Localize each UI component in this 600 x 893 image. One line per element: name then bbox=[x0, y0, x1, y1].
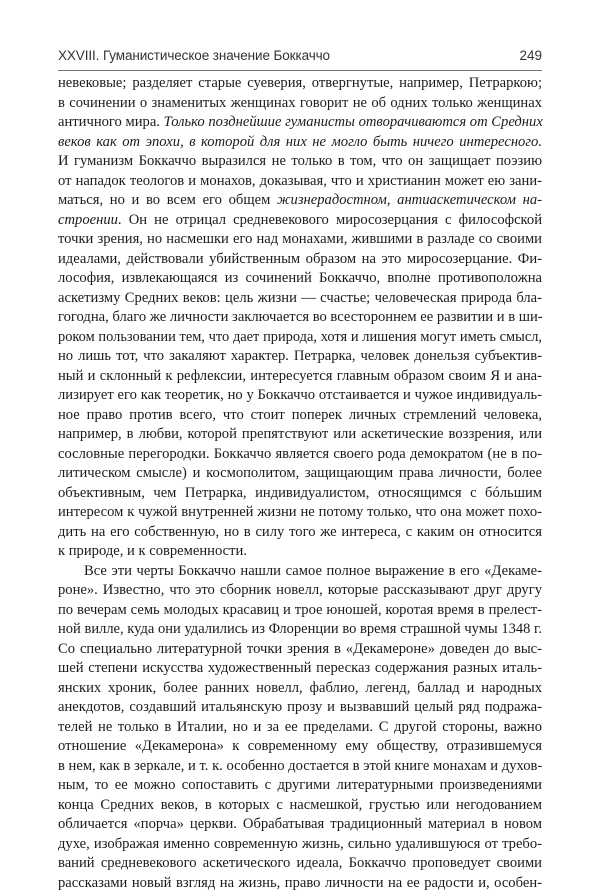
text-line: ваний средневекового аскетического идеала, Боккаччо проповедует своими bbox=[58, 854, 542, 874]
text-line: к природе, и к современности. bbox=[58, 542, 542, 562]
text-line: но лишь тот, что закаляют характер. Петрарка, человек донельзя субъектив- bbox=[58, 347, 542, 367]
text-line: гогодна, благо же личности заключается во всестороннем ее развитии и в ши- bbox=[58, 308, 542, 328]
running-title: XXVIII. Гуманистическое значение Боккаччо bbox=[58, 48, 330, 63]
text-line: сословные перегородки. Боккаччо является своего рода демократом (не в по- bbox=[58, 445, 542, 465]
text-line: невековые; разделяет старые суеверия, отвергнутые, например, Петраркою; bbox=[58, 74, 542, 94]
text-line: в сочинении о знаменитых женщинах говорит не об одних только женщинах bbox=[58, 94, 542, 114]
italic-emphasis: строении bbox=[58, 212, 118, 228]
text-line: рассказами новый взгляд на жизнь, право личности на ее радости и, особен- bbox=[58, 874, 542, 893]
text-line: интересом к чужой внутренней жизни не потому только, что она может похо- bbox=[58, 503, 542, 523]
page-header bbox=[58, 48, 542, 70]
italic-emphasis: веков как от эпохи, в которой для них не могло быть ничего интересного. bbox=[58, 134, 542, 150]
text-line: Со специально литературной точки зрения в «Декамероне» доведен до выс- bbox=[58, 640, 542, 660]
text-line bbox=[58, 133, 542, 153]
text-line: точки зрения, но насмешки его над монахами, жившими в разладе со своими bbox=[58, 230, 542, 250]
text-line: идеалами, действовали убийственным образом на это миросозерцание. Фи- bbox=[58, 250, 542, 270]
header-rule bbox=[58, 70, 542, 71]
text-line: от нападок теологов и монахов, доказывая, что и христианин может ею зани- bbox=[58, 172, 542, 192]
italic-emphasis: жизнерадостном, антиаскетическом на- bbox=[277, 192, 542, 208]
text-line: например, в любви, которой препятствуют или аскетические воззрения, или bbox=[58, 425, 542, 445]
text-line: маться, но и во всем его общем жизнерадостном, антиаскетическом на- bbox=[58, 191, 542, 211]
text-line: Все эти черты Боккаччо нашли самое полное выражение в его «Декаме- bbox=[58, 562, 542, 582]
body-text bbox=[58, 74, 542, 893]
text-line: роне». Известно, что это сборник новелл, которые рассказывают друг другу bbox=[58, 581, 542, 601]
text-line: в нем, как в зеркале, и т. к. особенно достается в этой книге монахам и духов- bbox=[58, 757, 542, 777]
text-line: аскетизму Средних веков: цель жизни — счастье; человеческая природа бла- bbox=[58, 289, 542, 309]
text-line: роком пользовании тем, что дает природа, хотя и лишения могут иметь смысл, bbox=[58, 328, 542, 348]
text-line: духе, изображая именно современную жизнь, сильно удалившуюся от требо- bbox=[58, 835, 542, 855]
text-line: ной вилле, куда они удалились из Флоренции во время страшной чумы 1348 г. bbox=[58, 620, 542, 640]
page-number: 249 bbox=[519, 48, 542, 63]
text-line: конца Средних веков, в которых с насмешкой, грустью или негодованием bbox=[58, 796, 542, 816]
text-line: объективным, чем Петрарка, индивидуалистом, относящимся с бóльшим bbox=[58, 484, 542, 504]
text-line: античного мира. Только позднейшие гуманисты отворачиваются от Средних bbox=[58, 113, 542, 133]
text-line: литическом смысле) и космополитом, защищающим права личности, более bbox=[58, 464, 542, 484]
italic-emphasis: Только позднейшие гуманисты отворачиваются от Средних bbox=[164, 114, 543, 130]
text-line: анекдотов, создавший итальянскую прозу и вызвавший целый ряд подража- bbox=[58, 698, 542, 718]
text-line: телей не только в Италии, но и за ее пределами. С другой стороны, важно bbox=[58, 718, 542, 738]
text-line: обличается «порча» церкви. Обрабатывая традиционный материал в новом bbox=[58, 815, 542, 835]
text-line: дить на его собственную, но в силу того же интереса, с каким он относится bbox=[58, 523, 542, 543]
text-line: ным, то ее можно сопоставить с другими литературными произведениями bbox=[58, 776, 542, 796]
text-line: строении. Он не отрицал средневекового миросозерцания с философской bbox=[58, 211, 542, 231]
paragraph-2 bbox=[58, 562, 542, 893]
text-line: янских хроник, более ранних новелл, фаблио, легенд, баллад и народных bbox=[58, 679, 542, 699]
text-line: лизирует его как теоретик, но у Боккаччо отстаивается и чужое индивидуаль- bbox=[58, 386, 542, 406]
text-line: ное право против всего, что стоит поперек личных стремлений человека, bbox=[58, 406, 542, 426]
text-line: И гуманизм Боккаччо выразился не только в том, что он защищает поэзию bbox=[58, 152, 542, 172]
text-line: шей степени искусства художественный пересказ содержания разных италь- bbox=[58, 659, 542, 679]
text-line: ный и склонный к рефлексии, интересуется главным образом своим Я и ана- bbox=[58, 367, 542, 387]
paragraph-1 bbox=[58, 74, 542, 562]
text-line: лософия, извлекающаяся из сочинений Боккаччо, вполне противоположна bbox=[58, 269, 542, 289]
text-line: отношение «Декамерона» к современному ему обществу, отразившемуся bbox=[58, 737, 542, 757]
text-line: по вечерам семь молодых красавиц и трое юношей, коротая время в прелест- bbox=[58, 601, 542, 621]
